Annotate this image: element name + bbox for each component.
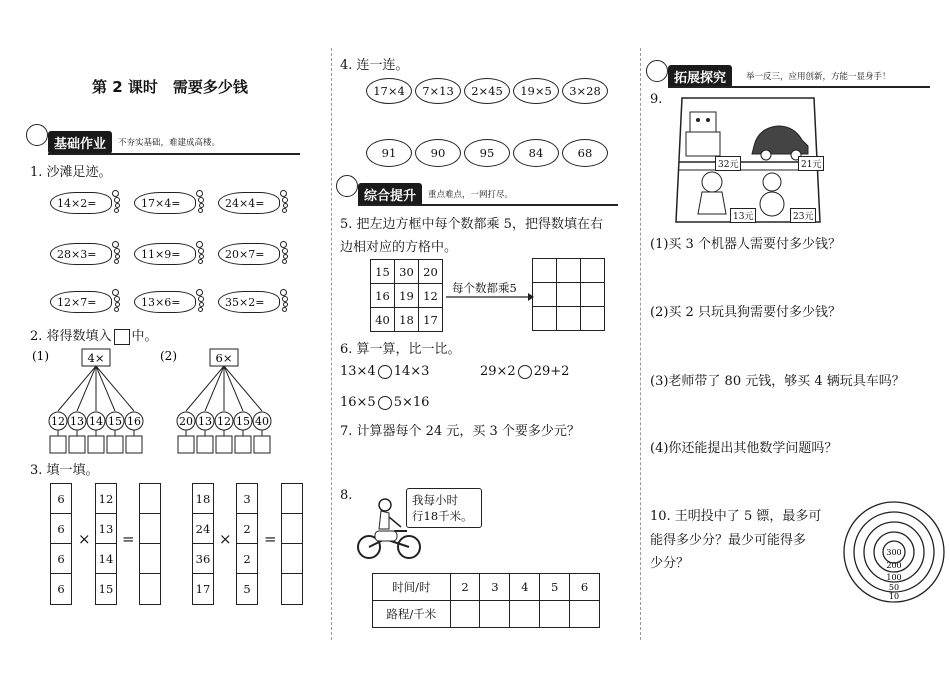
toe-icon	[280, 190, 287, 197]
compare-right: 5×16	[393, 395, 430, 410]
speech-bubble	[406, 488, 482, 528]
column-cell[interactable]	[140, 484, 160, 514]
toe-icon	[282, 259, 287, 264]
column-cell: 15	[98, 582, 114, 596]
toe-icon	[198, 307, 203, 312]
column-cell[interactable]	[282, 544, 302, 574]
result-oval[interactable]: 95	[464, 139, 510, 167]
toe-icon	[282, 208, 287, 213]
column-cell: 2	[237, 544, 257, 574]
grid-cell: 18	[394, 307, 419, 332]
answer-cell[interactable]	[580, 282, 605, 307]
toe-icon	[112, 190, 119, 197]
compare-right: 14×3	[393, 364, 430, 379]
footprint	[50, 291, 126, 313]
answer-cell[interactable]	[532, 282, 557, 307]
toe-icon	[112, 289, 119, 296]
toe-icon	[114, 259, 119, 264]
column-cell: 6	[51, 514, 71, 544]
branch-line	[186, 366, 224, 411]
answer-box[interactable]	[235, 436, 251, 453]
column-divider-right	[640, 48, 641, 640]
answer-box[interactable]	[254, 436, 270, 453]
branch-line	[224, 366, 243, 411]
footprint-expression[interactable]: 12×7=	[50, 291, 112, 313]
answer-cell[interactable]	[556, 306, 581, 331]
footprint-expression[interactable]: 13×6=	[134, 291, 196, 313]
tree-tag: (1)	[32, 349, 49, 363]
price-tag-doll: 13元	[730, 208, 756, 223]
column-cell: 13	[96, 514, 116, 544]
question-2-text: 2. 将得数填入	[30, 329, 112, 344]
table-cell: 6	[570, 574, 600, 601]
result-oval[interactable]: 90	[415, 139, 461, 167]
leaf-number: 13	[70, 415, 84, 428]
table-cell: 5	[540, 574, 570, 601]
question-2-text-end: 中。	[131, 329, 158, 344]
column-cell[interactable]	[140, 574, 160, 604]
answer-box[interactable]	[107, 436, 123, 453]
table-row	[373, 601, 600, 628]
question-5-line2: 边相对应的方格中。	[340, 240, 458, 255]
toe-icon	[282, 307, 287, 312]
footprint-expression[interactable]: 28×3=	[50, 243, 112, 265]
answer-cell[interactable]	[556, 282, 581, 307]
result-oval[interactable]: 91	[366, 139, 412, 167]
question-10-line2: 能得多少分？最少可能得多	[650, 533, 807, 548]
question-9-sub-2: (2)买 2 只玩具狗需要付多少钱？	[650, 305, 841, 320]
compare-item-3	[340, 395, 429, 410]
compare-left: 16×5	[340, 395, 376, 410]
question-9-sub-3: (3)老师带了 80 元钱，够买 4 辆玩具车吗？	[650, 374, 905, 389]
section-rule	[668, 86, 930, 88]
column-divider-left	[331, 48, 332, 640]
right-arrow-icon	[444, 292, 534, 302]
column-cell: 3	[237, 484, 257, 514]
price-tag-car: 21元	[798, 156, 824, 171]
expression-oval[interactable]: 19×5	[513, 78, 559, 104]
answer-box[interactable]	[197, 436, 213, 453]
toe-icon	[280, 289, 287, 296]
number-column	[192, 483, 214, 605]
leaf-number: 14	[89, 415, 103, 428]
leaf-number: 12	[51, 415, 65, 428]
leaf-number: 40	[255, 415, 269, 428]
column-cell: 12	[96, 484, 116, 514]
ring-score: 300	[886, 548, 902, 557]
column-cell: 6	[51, 544, 71, 574]
toe-icon	[198, 208, 203, 213]
compare-item-2	[480, 364, 569, 379]
section-header-expand	[668, 64, 891, 88]
column-cell[interactable]	[140, 544, 160, 574]
ring-score: 50	[888, 583, 900, 592]
grid-cell: 16	[370, 283, 395, 308]
trip-table	[372, 573, 600, 628]
leaf-number: 16	[127, 415, 141, 428]
section-title: 拓展探究	[668, 65, 732, 88]
lesson-title: 第 2 课时 需要多少钱	[92, 78, 248, 96]
footprint	[134, 291, 210, 313]
table-cell: 4	[510, 574, 540, 601]
expression-oval[interactable]: 7×13	[415, 78, 461, 104]
expression-oval[interactable]: 17×4	[366, 78, 412, 104]
section-rule	[48, 153, 300, 155]
result-oval[interactable]: 68	[562, 139, 608, 167]
times-sign: ×	[219, 530, 232, 548]
table-cell: 3	[480, 574, 510, 601]
section-header-comprehensive	[358, 182, 513, 206]
answer-cell[interactable]	[480, 601, 510, 628]
column-cell: 5	[243, 582, 251, 596]
branch-line	[205, 366, 224, 411]
toe-icon	[196, 190, 203, 197]
footprint	[134, 243, 210, 265]
branch-line	[224, 366, 262, 411]
footprint-expression[interactable]: 24×4=	[218, 192, 280, 214]
leaf-number: 20	[179, 415, 193, 428]
grid-cell: 30	[394, 259, 419, 284]
footprint	[218, 243, 294, 265]
table-row	[373, 574, 600, 601]
number-column	[236, 483, 258, 605]
toe-icon	[196, 289, 203, 296]
question-4-label: 4. 连一连。	[340, 58, 409, 73]
compare-circle-icon[interactable]	[378, 365, 392, 379]
question-8-label: 8.	[340, 488, 353, 503]
column-cell: 17	[195, 582, 211, 596]
answer-box[interactable]	[69, 436, 85, 453]
section-subtitle: 举一反三，应用创新，方能一显身手！	[746, 72, 891, 82]
question-1-label: 1. 沙滩足迹。	[30, 165, 112, 180]
compare-left: 29×2	[480, 364, 516, 379]
answer-box[interactable]	[216, 436, 232, 453]
leaf-number: 13	[198, 415, 212, 428]
footprint	[218, 192, 294, 214]
column-cell: 36	[193, 544, 213, 574]
section-subtitle: 不夯实基础，难建成高楼。	[118, 138, 221, 148]
column-cell: 24	[193, 514, 213, 544]
number-column	[95, 483, 117, 605]
answer-cell[interactable]	[450, 601, 480, 628]
answer-cell[interactable]	[510, 601, 540, 628]
footprint	[218, 291, 294, 313]
toe-icon	[114, 208, 119, 213]
grid-cell: 15	[370, 259, 395, 284]
speech-line-1: 我每小时	[412, 493, 458, 507]
tree-tag: (2)	[160, 349, 177, 363]
answer-cell[interactable]	[532, 258, 557, 283]
compare-circle-icon[interactable]	[518, 365, 532, 379]
answer-cell[interactable]	[580, 306, 605, 331]
compare-circle-icon[interactable]	[378, 396, 392, 410]
footprint-expression[interactable]: 17×4=	[134, 192, 196, 214]
footprint	[50, 243, 126, 265]
question-7-label: 7. 计算器每个 24 元，买 3 个要多少元？	[340, 424, 580, 439]
speech-line-2: 行18千米。	[412, 509, 473, 523]
column-cell[interactable]	[282, 484, 302, 514]
row-header: 路程/千米	[373, 601, 451, 628]
grid-cell: 12	[418, 283, 443, 308]
leaf-number: 15	[108, 415, 122, 428]
answer-box[interactable]	[88, 436, 104, 453]
question-6-label: 6. 算一算，比一比。	[340, 342, 461, 357]
branch-line	[77, 366, 96, 411]
footprint-expression[interactable]: 35×2=	[218, 291, 280, 313]
row-header: 时间/时	[373, 574, 451, 601]
section-title: 综合提升	[358, 183, 422, 206]
arrow-label: 每个数都乘5	[452, 281, 517, 295]
toe-icon	[112, 241, 119, 248]
column-cell[interactable]	[282, 574, 302, 604]
price-tag-robot: 32元	[715, 156, 741, 171]
question-5-line1: 5. 把左边方框中每个数都乘 5，把得数填在右	[340, 217, 603, 232]
answer-box[interactable]	[50, 436, 66, 453]
section-title: 基础作业	[48, 131, 112, 154]
times-sign: ×	[78, 530, 91, 548]
question-10-line3: 少分？	[650, 556, 690, 571]
column-cell: 14	[96, 544, 116, 574]
answer-cell[interactable]	[556, 258, 581, 283]
toe-icon	[114, 307, 119, 312]
operator-label: 4×	[87, 351, 105, 365]
answer-box[interactable]	[178, 436, 194, 453]
toe-icon	[280, 241, 287, 248]
column-cell: 6	[51, 484, 71, 514]
branch-line	[58, 366, 96, 411]
compare-left: 13×4	[340, 364, 376, 379]
operator-label: 6×	[215, 351, 233, 365]
leaf-number: 15	[236, 415, 250, 428]
footprint	[50, 192, 126, 214]
branch-line	[96, 366, 115, 411]
question-9-sub-1: (1)买 3 个机器人需要付多少钱？	[650, 237, 841, 252]
tree-diagrams	[0, 340, 330, 460]
section-rule	[358, 204, 618, 206]
mascot-icon	[646, 60, 668, 82]
column-cell[interactable]	[140, 514, 160, 544]
question-10-line1: 10. 王明投中了 5 镖，最多可	[650, 509, 822, 524]
expression-oval[interactable]: 3×28	[562, 78, 608, 104]
mascot-icon	[26, 124, 48, 146]
branch-line	[96, 366, 134, 411]
result-oval[interactable]: 84	[513, 139, 559, 167]
grid-cell: 17	[418, 307, 443, 332]
answer-cell[interactable]	[570, 601, 600, 628]
column-cell: 6	[57, 582, 65, 596]
leaf-number: 12	[217, 415, 231, 428]
expression-oval[interactable]: 2×45	[464, 78, 510, 104]
column-cell: 18	[193, 484, 213, 514]
grid-cell: 19	[394, 283, 419, 308]
compare-right: 29+2	[533, 364, 570, 379]
number-column	[281, 483, 303, 605]
compare-item-1	[340, 364, 429, 379]
question-3-label: 3. 填一填。	[30, 463, 99, 478]
grid-cell: 20	[418, 259, 443, 284]
number-column	[50, 483, 72, 605]
toe-icon	[198, 259, 203, 264]
answer-cell[interactable]	[580, 258, 605, 283]
footprint-expression[interactable]: 20×7=	[218, 243, 280, 265]
table-cell: 2	[450, 574, 480, 601]
price-tag-dog: 23元	[790, 208, 816, 223]
number-column	[139, 483, 161, 605]
toe-icon	[196, 241, 203, 248]
column-cell[interactable]	[282, 514, 302, 544]
footprint-expression[interactable]: 11×9=	[134, 243, 196, 265]
dartboard-illustration	[842, 498, 946, 606]
section-header-basic	[48, 130, 220, 154]
question-9-sub-4: (4)你还能提出其他数学问题吗？	[650, 441, 838, 456]
answer-box[interactable]	[126, 436, 142, 453]
ring-score: 200	[886, 561, 902, 570]
answer-cell[interactable]	[532, 306, 557, 331]
equals-sign: =	[264, 530, 277, 548]
column-cell: 2	[237, 514, 257, 544]
footprint	[134, 192, 210, 214]
mascot-icon	[336, 175, 358, 197]
answer-cell[interactable]	[540, 601, 570, 628]
grid-cell: 40	[370, 307, 395, 332]
footprint-expression[interactable]: 14×2=	[50, 192, 112, 214]
question-9-label: 9.	[650, 92, 663, 107]
equals-sign: =	[122, 530, 135, 548]
section-subtitle: 重点难点，一网打尽。	[428, 190, 514, 200]
ring-score: 10	[888, 592, 900, 601]
ring-score: 100	[886, 573, 902, 582]
